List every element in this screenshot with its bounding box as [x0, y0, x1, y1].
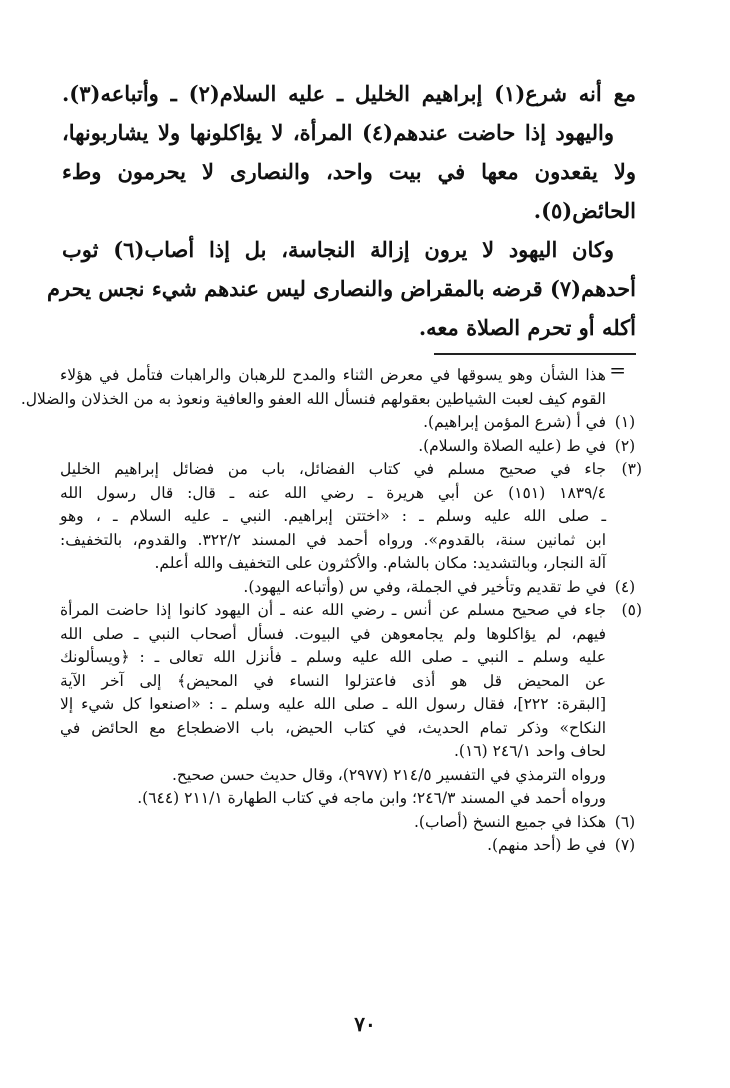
footnote-line	[60, 552, 606, 576]
footnote-text: ابن ثمانين سنة، بالقدوم». ورواه أحمد في المسند ٣٢٢/٢. والقدوم، بالتخفيف:	[60, 530, 606, 549]
main-text-line: ولا يقعدون معها في بيت واحد، والنصارى لا يحرمون وطء	[62, 159, 636, 184]
footnote-text: لحاف واحد ٢٤٦/١ (١٦).	[453, 742, 606, 760]
footnote-text: هكذا في جميع النسخ (أصاب).	[413, 812, 606, 831]
footnote-text: فيهم، لم يؤاكلوها ولم يجامعوهن في البيوت. فسأل أصحاب النبي ـ صلى الله	[60, 624, 606, 643]
footnote-text: جاء في صحيح مسلم عن أنس ـ رضي الله عنه ـ أن اليهود كانوا إذا حاضت المرأة	[60, 601, 606, 619]
footnote-text: آلة النجار، وبالتشديد: مكان بالشام. والأكثرون على التخفيف والله أعلم.	[154, 554, 606, 572]
footnote-line	[60, 646, 606, 670]
carryover-mark: =	[609, 358, 626, 382]
main-text-line: أحدهم(٧) قرضه بالمقراض والنصارى ليس عندهم شيء نجس يحرم	[47, 276, 636, 301]
footnote-text: جاء في صحيح مسلم في كتاب الفضائل، باب من فضائل إبراهيم الخليل	[60, 460, 606, 478]
footnote-number: (٤)	[614, 577, 636, 596]
footnote-line	[60, 811, 636, 835]
footnote-line	[60, 764, 606, 788]
footnote-text: هذا الشأن وهو يسوقها في معرض الثناء والمدح للرهبان والراهبات فتأمل في هؤلاء	[60, 366, 606, 384]
footnote-text: ورواه الترمذي في التفسير ٢١٤/٥ (٢٩٧٧)، وقال حديث حسن صحيح.	[171, 765, 606, 784]
footnote-line	[60, 458, 642, 482]
footnotes	[20, 364, 642, 858]
footnote-number: (٧)	[614, 836, 636, 854]
footnote-line	[60, 693, 606, 717]
footnote-text: ١٨٣٩/٤ (١٥١) عن أبي هريرة ـ رضي الله عنه ـ قال: قال رسول الله	[60, 483, 606, 502]
footnote-line	[60, 505, 606, 529]
footnote-line	[60, 787, 606, 811]
footnote-text: ـ صلى الله عليه وسلم ـ : «اختتن إبراهيم. النبي ـ عليه السلام ـ ، وهو	[60, 507, 606, 525]
footnote-text: عن المحيض قل هو أذى فاعتزلوا النساء في المحيض﴾ إلى آخر الآية	[60, 671, 606, 690]
footnote-line	[60, 623, 606, 647]
main-text-line: واليهود إذا حاضت عندهم(٤) المرأة، لا يؤاكلونها ولا يشاربونها،	[62, 120, 614, 145]
page-number: ٧٠	[354, 1012, 376, 1036]
main-text-line: أكله أو تحرم الصلاة معه.	[418, 315, 636, 340]
footnote-line	[60, 576, 636, 600]
footnote-line	[60, 717, 606, 741]
footnote-text: القوم كيف لعبت الشياطين بعقولهم فنسأل الله العفو والعافية ونعوذ به من الخذلان والضلال.	[20, 389, 606, 408]
footnote-text: النكاح» وذكر تمام الحديث، في كتاب الحيض، باب الاضطجاع مع الحائض في	[60, 718, 606, 737]
footnote-line	[60, 435, 636, 459]
footnote-text: في أ (شرع المؤمن إبراهيم).	[423, 413, 606, 431]
footnote-text: في ط تقديم وتأخير في الجملة، وفي س (وأتباعه اليهود).	[243, 577, 606, 596]
footnote-text: ورواه أحمد في المسند ٢٤٦/٣؛ وابن ماجه في كتاب الطهارة ٢١١/١ (٦٤٤).	[137, 789, 606, 807]
footnote-line	[60, 834, 636, 858]
footnote-number: (٥)	[621, 601, 642, 619]
footnote-line	[60, 411, 636, 435]
footnote-line	[60, 670, 606, 694]
footnote-line	[20, 388, 606, 412]
main-text	[47, 74, 636, 347]
main-text-line: وكان اليهود لا يرون إزالة النجاسة، بل إذا أصاب(٦) ثوب	[62, 237, 614, 262]
footnote-text: في ط (عليه الصلاة والسلام).	[418, 436, 606, 455]
footnote-line	[60, 599, 642, 623]
main-text-line: الحائض(٥).	[533, 198, 636, 223]
footnote-text: في ط (أحد منهم).	[487, 836, 606, 854]
footnote-text: عليه وسلم ـ النبي ـ صلى الله عليه وسلم ـ فأنزل الله تعالى ـ : ﴿ويسألونك	[60, 648, 606, 666]
main-text-line: مع أنه شرع(١) إبراهيم الخليل ـ عليه السلام(٢) ـ وأتباعه(٣).	[62, 81, 636, 106]
footnote-number: (١)	[614, 413, 636, 431]
footnote-text: [البقرة: ٢٢٢]، فقال رسول الله ـ صلى الله عليه وسلم ـ : «اصنعوا كل شيء إلا	[60, 695, 606, 713]
footnote-line	[60, 529, 606, 553]
footnote-line	[60, 364, 606, 388]
footnote-separator	[434, 353, 636, 355]
footnote-line	[60, 740, 606, 764]
footnote-line	[60, 482, 606, 506]
footnote-number: (٦)	[614, 812, 636, 831]
footnote-number: (٢)	[614, 436, 636, 455]
footnote-number: (٣)	[621, 460, 642, 478]
